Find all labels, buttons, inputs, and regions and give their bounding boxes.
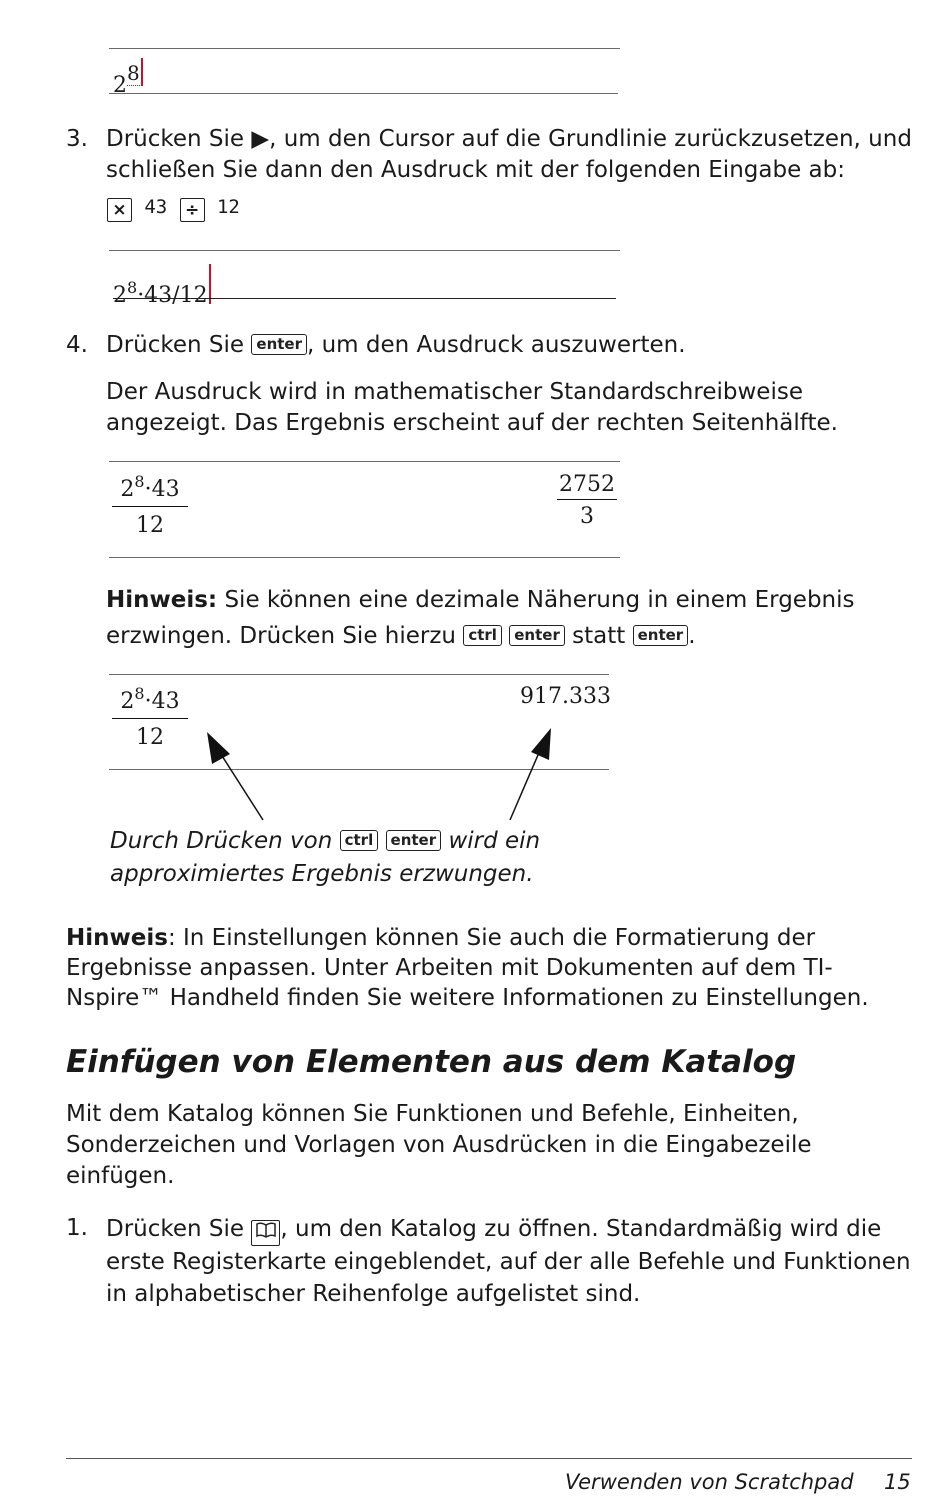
screen2-base: 2	[113, 283, 127, 308]
caption-line2: approximiertes Ergebnis erzwungen.	[110, 861, 534, 887]
enter-key: enter	[633, 625, 689, 646]
screen2-rest: ·43/12	[137, 283, 208, 308]
footer-title: Verwenden von Scratchpad	[565, 1470, 854, 1494]
screen1-exponent: 8	[127, 61, 140, 85]
catalog-key	[251, 1220, 280, 1246]
caption-text1: Durch Drücken von	[110, 828, 333, 854]
book-icon	[255, 1221, 277, 1239]
step1-text	[106, 1213, 921, 1310]
screen1-base: 2	[113, 73, 127, 98]
caption-text2: wird ein	[448, 828, 541, 854]
page-number: 15	[884, 1470, 911, 1494]
ctrl-key: ctrl	[340, 830, 379, 851]
note1-text: Sie können eine dezimale Näherung in einem Ergebnis erzwingen. Drücken Sie hierzu	[106, 587, 855, 649]
ctrl-key: ctrl	[463, 625, 502, 646]
left-arrow-line	[217, 748, 263, 820]
screen4-result: 917.333	[520, 684, 611, 709]
screen3-result-denominator: 3	[580, 504, 594, 529]
step3-text: Drücken Sie ▶, um den Cursor auf die Grundlinie zurückzusetzen, und schließen Sie dann den Ausdruck mit der folgenden Eingabe ab:	[106, 126, 912, 183]
right-arrow-line	[510, 748, 541, 820]
step1-text-before: Drücken Sie	[106, 1216, 245, 1242]
note2-label: Hinweis	[66, 925, 168, 951]
screen3-denominator: 12	[136, 513, 164, 538]
note1-label: Hinweis:	[106, 587, 218, 613]
screen4-denominator: 12	[136, 725, 164, 750]
right-arrowhead	[531, 728, 551, 760]
enter-key: enter	[509, 625, 565, 646]
screen2-exponent: 8	[127, 278, 138, 297]
note2	[66, 923, 926, 1013]
note1-end: .	[688, 623, 696, 649]
step4-paragraph: Der Ausdruck wird in mathematischer Standardschreibweise angezeigt. Das Ergebnis erscheint auf der rechten Seitenhälfte.	[106, 379, 838, 436]
step4-number: 4.	[66, 332, 88, 358]
divide-key: ÷	[180, 198, 205, 222]
note2-text: : In Einstellungen können Sie auch die Formatierung der Ergebnisse anpassen. Unter Arbeiten mit Dokumenten auf dem TI-Nspire™ Handheld finden Sie weitere Informationen zu Einstellungen.	[66, 925, 869, 1011]
screen4-num-rest: ·43	[144, 689, 180, 714]
section-heading: Einfügen von Elementen aus dem Katalog	[66, 1044, 797, 1080]
step4-text-after: , um den Ausdruck auszuwerten.	[306, 332, 686, 358]
screen3-num-exp: 8	[134, 472, 145, 491]
step1-text-after: , um den Katalog zu öffnen. Standardmäßig wird die erste Registerkarte eingeblendet, auf der alle Befehle und Funktionen in alphabetischer Reihenfolge aufgelistet sind.	[106, 1216, 911, 1307]
step4-text-before: Drücken Sie	[106, 332, 245, 358]
section-intro: Mit dem Katalog können Sie Funktionen und Befehle, Einheiten, Sonderzeichen und Vorlagen von Ausdrücken in die Eingabezeile einfügen.	[66, 1101, 812, 1189]
enter-key: enter	[386, 830, 442, 851]
left-arrowhead	[207, 732, 230, 764]
screen3-result-numerator: 2752	[559, 472, 615, 497]
screen4-num-exp: 8	[134, 684, 145, 703]
value-43: 43	[144, 196, 168, 218]
value-12: 12	[216, 196, 240, 218]
step1-number: 1.	[66, 1215, 88, 1241]
note1-statt: statt	[572, 623, 626, 649]
caption-line1	[110, 825, 630, 858]
times-key: ×	[107, 198, 132, 222]
arrow-caption	[110, 825, 630, 891]
screen3-num-rest: ·43	[144, 477, 180, 502]
enter-key: enter	[251, 334, 307, 355]
footer-rule	[66, 1458, 912, 1459]
screen4-num-base: 2	[120, 689, 135, 714]
step3-number: 3.	[66, 126, 88, 152]
screen3-num-base: 2	[120, 477, 135, 502]
